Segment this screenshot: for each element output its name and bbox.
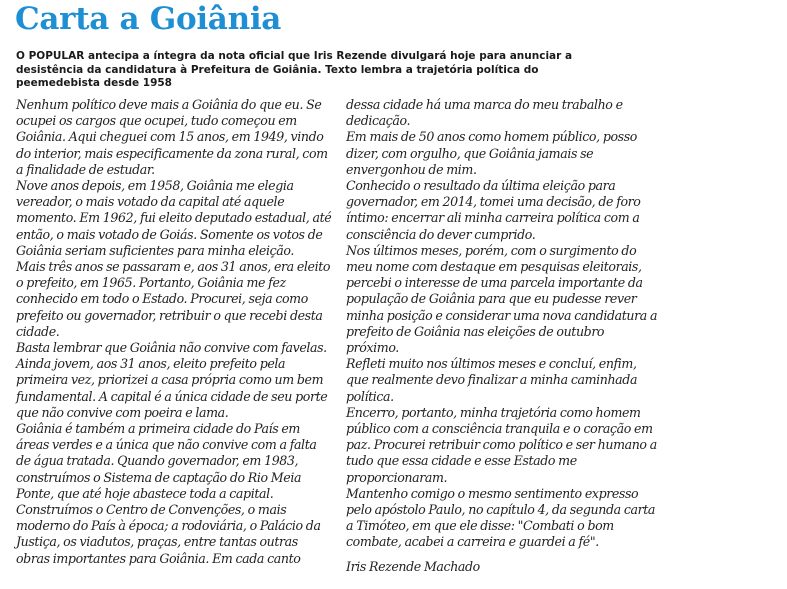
article-column-right bbox=[346, 97, 658, 575]
paragraph-10: Refleti muito nos últimos meses e concluí, enfim, que realmente devo finalizar a minha caminhada política. bbox=[346, 356, 638, 404]
signature: Iris Rezende Machado bbox=[346, 558, 480, 574]
article-title: Carta a Goiânia bbox=[15, 1, 282, 37]
article-column-left bbox=[16, 97, 332, 567]
paragraph-6-start: Construímos o Centro de Convenções, o mais moderno do País à época; a rodoviária, o Palácio da Justiça, os viadutos, praças, entre tantas outras obras importantes para Goiânia. Em cada canto bbox=[16, 502, 321, 566]
article-lede bbox=[16, 50, 626, 91]
paragraph-4: Basta lembrar que Goiânia não convive com favelas. Ainda jovem, aos 31 anos, eleito prefeito pela primeira vez, priorizei a casa própria como um bem fundamental. A capital é a única cidade de seu porte que não convive com poeira e lama. bbox=[16, 340, 328, 420]
paragraph-3: Mais três anos se passaram e, aos 31 anos, era eleito o prefeito, em 1965. Portanto, Goiânia me fez conhecido em todo o Estado. Procurei, seja como prefeito ou governador, retribuir o que recebi desta cidade. bbox=[16, 259, 331, 339]
paragraph-2: Nove anos depois, em 1958, Goiânia me elegia vereador, o mais votado da capital até aquele momento. Em 1962, fui eleito deputado estadual, até então, o mais votado de Goiás. Somente os votos de Goiânia seriam suficientes para minha eleição. bbox=[16, 178, 332, 258]
paragraph-11: Encerro, portanto, minha trajetória como homem público com a consciência tranquila e o coração em paz. Procurei retribuir como político e ser humano a tudo que essa cidade e esse Estado me proporcionaram. bbox=[346, 404, 657, 485]
paragraph-1: Nenhum político deve mais a Goiânia do que eu. Se ocupei os cargos que ocupei, tudo começou em Goiânia. Aqui cheguei com 15 anos, em 1949, vindo do interior, mais especificamente da zona rural, com a finalidade de estudar. bbox=[16, 97, 328, 177]
paragraph-7: Em mais de 50 anos como homem público, posso dizer, com orgulho, que Goiânia jamais se envergonhou de mim. bbox=[346, 129, 637, 177]
paragraph-12: Mantenho comigo o mesmo sentimento expresso pelo apóstolo Paulo, no capítulo 4, da segunda carta a Timóteo, em que ele disse: "Combati o bom combate, acabei a carreira e guardei a fé". bbox=[346, 485, 655, 550]
lede-text: antecipa a íntegra da nota oficial que Iris Rezende divulgará hoje para anunciar a desistência da candidatura à Prefeitura de Goiânia. Texto lembra a trajetória política do peemedebista desde 1958 bbox=[16, 50, 573, 89]
paragraph-5: Goiânia é também a primeira cidade do País em áreas verdes e a única que não convive com a falta de água tratada. Quando governador, em 1983, construímos o Sistema de captação do Rio Meia Ponte, que até hoje abastece toda a capital. bbox=[16, 421, 317, 501]
paragraph-6-continued: dessa cidade há uma marca do meu trabalho e dedicação. bbox=[346, 97, 623, 129]
paragraph-8: Conhecido o resultado da última eleição para governador, em 2014, tomei uma decisão, de foro íntimo: encerrar ali minha carreira política com a consciência do dever cumprido. bbox=[346, 178, 641, 242]
paragraph-9: Nos últimos meses, porém, com o surgimento do meu nome com destaque em pesquisas eleitorais, percebi o interesse de uma parcela importante da população de Goiânia para que eu pudesse rever minha posição e considerar uma nova candidatura a prefeito de Goiânia nas eleições de outubro próximo. bbox=[346, 242, 658, 356]
lede-lead-in: O POPULAR bbox=[16, 50, 85, 62]
